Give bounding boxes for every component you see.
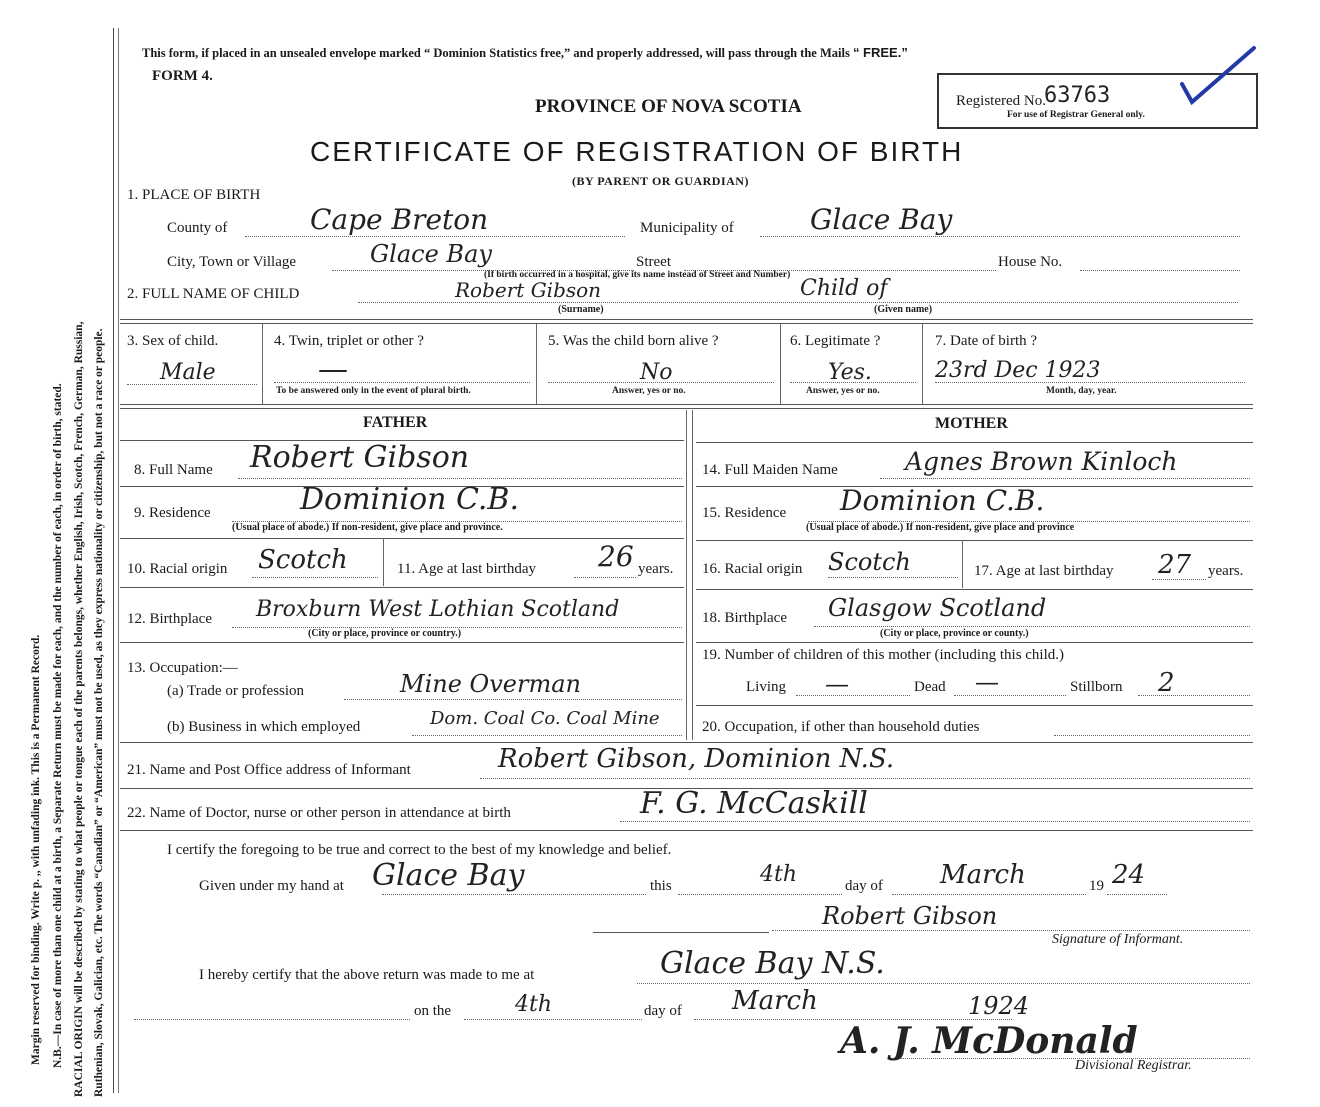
father-racial-line	[252, 577, 378, 578]
mother-rule-4	[696, 642, 1253, 643]
legitimate-caption: Answer, yes or no.	[806, 386, 880, 396]
day-value: 4th	[760, 862, 798, 887]
mother-racial-label: 16. Racial origin	[702, 561, 803, 577]
father-rule-3	[120, 587, 684, 588]
city-label: City, Town or Village	[167, 254, 297, 270]
this-label: this	[650, 878, 672, 894]
parents-divider	[686, 410, 687, 740]
mother-birthplace-value: Glasgow Scotland	[828, 594, 1047, 622]
given-name-caption: (Given name)	[874, 304, 933, 315]
registrar-general-note: For use of Registrar General only.	[1007, 110, 1145, 120]
side-note-binding: Margin reserved for binding. Write p. ,, with unfading ink. This is a Permanent Record.	[30, 634, 42, 1065]
divider-1b	[120, 323, 1253, 324]
living-label: Living	[746, 679, 786, 695]
registrar-place-line	[637, 983, 1250, 984]
mother-name-label: 14. Full Maiden Name	[702, 462, 838, 478]
trade-line	[344, 699, 682, 700]
year-line	[1107, 894, 1167, 895]
twin-value: —	[318, 352, 348, 387]
parents-divider-2	[692, 410, 693, 740]
binding-margin-rule	[113, 28, 114, 1093]
living-value: —	[825, 670, 849, 698]
stillborn-value: 2	[1158, 668, 1175, 698]
registrar-place-value: Glace Bay N.S.	[660, 946, 885, 981]
side-note-racial-origin: RACIAL ORIGIN will be described by stating to what people or tongue each of the parents belongs, whether English, Irish, Scotch, French, German, Russian,	[73, 321, 85, 1097]
divider-3	[120, 742, 1253, 743]
certify-text: I certify the foregoing to be true and correct to the best of my knowledge and belief.	[167, 842, 672, 858]
col-sep-4	[536, 324, 537, 404]
mail-notice	[142, 45, 908, 61]
mother-residence-caption: (Usual place of abode.) If non-resident, give place and province	[806, 522, 1075, 533]
mail-notice-text: This form, if placed in an unsealed envelope marked “ Dominion Statistics free,” and properly addressed, will pass through the Mails	[142, 46, 850, 60]
on-the-label: on the	[414, 1003, 452, 1019]
father-birthplace-caption: (City or place, province or country.)	[308, 628, 462, 639]
reg-day-value: 4th	[515, 992, 553, 1017]
house-no-label: House No.	[998, 254, 1063, 270]
legitimate-label: 6. Legitimate ?	[790, 333, 881, 349]
dob-label: 7. Date of birth ?	[935, 333, 1038, 349]
registered-label: Registered No.	[956, 93, 1046, 109]
year-value: 24	[1112, 860, 1146, 890]
mother-heading: MOTHER	[935, 415, 1008, 432]
mother-occupation-label: 20. Occupation, if other than household duties	[702, 719, 980, 735]
mother-heading-rule	[696, 442, 1253, 443]
children-count-label: 19. Number of children of this mother (including this child.)	[702, 647, 1065, 663]
binding-margin-rule-2	[118, 28, 119, 1093]
informant-sig-label: Signature of Informant.	[1052, 932, 1184, 947]
dob-caption: Month, day, year.	[1046, 386, 1117, 396]
certificate-title: CERTIFICATE OF REGISTRATION OF BIRTH	[310, 136, 964, 167]
mother-name-line	[880, 478, 1250, 479]
informant-value: Robert Gibson, Dominion N.S.	[498, 744, 895, 774]
year-prefix: 19	[1089, 878, 1104, 894]
given-place-value: Glace Bay	[372, 858, 525, 893]
municipality-label: Municipality of	[640, 220, 734, 236]
province-title: PROVINCE OF NOVA SCOTIA	[535, 96, 802, 117]
mother-name-value: Agnes Brown Kinloch	[905, 447, 1178, 476]
county-label: County of	[167, 220, 228, 236]
mother-age-suffix: years.	[1208, 563, 1244, 579]
mother-rule-3	[696, 589, 1253, 590]
father-age-line	[574, 577, 636, 578]
divider-1	[120, 319, 1253, 320]
registered-number: 63763	[1044, 83, 1111, 108]
certificate-subtitle: (BY PARENT OR GUARDIAN)	[572, 174, 749, 188]
on-the-lead-line	[134, 1019, 410, 1020]
father-birthplace-label: 12. Birthplace	[127, 611, 212, 627]
father-name-line	[238, 478, 682, 479]
trade-label: (a) Trade or profession	[167, 683, 305, 699]
father-age-value: 26	[598, 540, 634, 573]
street-label: Street	[636, 254, 671, 270]
father-racial-label: 10. Racial origin	[127, 561, 228, 577]
father-name-value: Robert Gibson	[250, 440, 470, 475]
legitimate-value: Yes.	[828, 360, 872, 385]
registrar-signature: A. J. McDonald	[840, 1020, 1138, 1062]
living-line	[796, 695, 910, 696]
twin-caption: To be answered only in the event of plural birth.	[276, 386, 471, 396]
mother-racial-line	[828, 577, 958, 578]
side-note-plural-births: N.B.—In case of more than one child at a birth, a Separate Return must be made for each, and the number of each, in order of birth, stated.	[52, 383, 64, 1068]
father-heading: FATHER	[363, 414, 428, 431]
child-name-label: 2. FULL NAME OF CHILD	[127, 286, 300, 302]
col-sep-5	[780, 324, 781, 404]
municipality-line	[760, 236, 1240, 237]
child-name-line	[358, 302, 1238, 303]
child-surname-value: Robert Gibson	[455, 278, 602, 302]
side-note-nationality: Ruthenian, Slovak, Galician, etc. The words “Canadian” or “American” must not be used, as they express nationality or citizenship, but not a race or people.	[93, 328, 105, 1097]
given-place-line	[382, 894, 646, 895]
divider-5	[120, 830, 1253, 831]
informant-line	[480, 778, 1250, 779]
father-age-suffix: years.	[638, 561, 674, 577]
doctor-line	[620, 821, 1250, 822]
trade-value: Mine Overman	[400, 670, 581, 698]
dead-label: Dead	[914, 679, 946, 695]
given-under-label: Given under my hand at	[199, 878, 344, 894]
hospital-note: (If birth occurred in a hospital, give its name instead of Street and Number)	[484, 270, 791, 280]
informant-signature: Robert Gibson	[822, 902, 998, 930]
child-given-value: Child of	[800, 276, 888, 301]
father-age-label: 11. Age at last birthday	[397, 561, 536, 577]
mother-age-value: 27	[1158, 550, 1192, 580]
twin-label: 4. Twin, triplet or other ?	[274, 333, 424, 349]
dead-line	[954, 695, 1066, 696]
father-rule-2	[120, 538, 684, 539]
reg-day-line	[464, 1019, 642, 1020]
mother-racial-value: Scotch	[828, 548, 911, 576]
reg-month-value: March	[732, 986, 818, 1016]
doctor-value: F. G. McCaskill	[640, 786, 868, 821]
father-rule-4	[120, 642, 684, 643]
mother-birthplace-label: 18. Birthplace	[702, 610, 787, 626]
col-sep-3	[262, 324, 263, 404]
mother-rule-5	[696, 705, 1253, 706]
mail-notice-free: “ FREE.”	[852, 45, 908, 60]
county-line	[245, 236, 625, 237]
house-no-line	[1080, 270, 1240, 271]
alive-caption: Answer, yes or no.	[612, 386, 686, 396]
dob-value: 23rd Dec 1923	[935, 358, 1101, 383]
county-value: Cape Breton	[310, 203, 489, 236]
mother-birthplace-caption: (City or place, province or county.)	[880, 628, 1029, 639]
col-sep-6	[922, 324, 923, 404]
mother-age-sep	[962, 540, 963, 588]
surname-caption: (Surname)	[558, 304, 604, 315]
alive-label: 5. Was the child born alive ?	[548, 333, 719, 349]
city-value: Glace Bay	[370, 240, 492, 268]
mother-rule-2	[696, 540, 1253, 541]
business-line	[412, 735, 682, 736]
doctor-label: 22. Name of Doctor, nurse or other person in attendance at birth	[127, 805, 511, 821]
father-residence-value: Dominion C.B.	[300, 482, 519, 517]
registrar-certify-text: I hereby certify that the above return was made to me at	[199, 967, 535, 983]
alive-value: No	[640, 360, 673, 385]
municipality-value: Glace Bay	[810, 203, 953, 236]
father-birthplace-value: Broxburn West Lothian Scotland	[256, 597, 620, 622]
mother-occupation-line	[1054, 735, 1250, 736]
mother-residence-label: 15. Residence	[702, 505, 787, 521]
father-name-label: 8. Full Name	[134, 462, 213, 478]
business-value: Dom. Coal Co. Coal Mine	[430, 708, 660, 729]
sex-label: 3. Sex of child.	[127, 333, 219, 349]
check-mark-icon	[1178, 44, 1258, 108]
business-label: (b) Business in which employed	[167, 719, 361, 735]
stillborn-line	[1138, 695, 1250, 696]
informant-sig-rule	[593, 932, 769, 933]
divider-2	[120, 404, 1253, 405]
mother-residence-value: Dominion C.B.	[840, 484, 1045, 517]
mother-birthplace-line	[814, 626, 1250, 627]
stillborn-label: Stillborn	[1070, 679, 1123, 695]
reg-day-of-label: day of	[644, 1003, 682, 1019]
informant-label: 21. Name and Post Office address of Informant	[127, 762, 411, 778]
reg-year-value: 1924	[968, 992, 1030, 1020]
form-number: FORM 4.	[152, 68, 213, 84]
divider-2b	[120, 408, 1253, 409]
father-age-sep	[383, 538, 384, 586]
month-line	[892, 894, 1086, 895]
occupation-label: 13. Occupation:—	[127, 660, 238, 676]
father-residence-label: 9. Residence	[134, 505, 211, 521]
informant-sig-line	[772, 930, 1250, 931]
sex-value: Male	[160, 360, 216, 385]
day-of-label: day of	[845, 878, 883, 894]
father-racial-value: Scotch	[258, 545, 348, 575]
month-value: March	[940, 860, 1026, 890]
mother-age-label: 17. Age at last birthday	[974, 563, 1114, 579]
dead-value: —	[975, 668, 999, 696]
registrar-sig-label: Divisional Registrar.	[1075, 1058, 1192, 1073]
father-residence-caption: (Usual place of abode.) If non-resident, give place and province.	[232, 522, 503, 533]
place-of-birth-label: 1. PLACE OF BIRTH	[127, 187, 261, 203]
day-line	[678, 894, 842, 895]
twin-line	[274, 382, 530, 383]
